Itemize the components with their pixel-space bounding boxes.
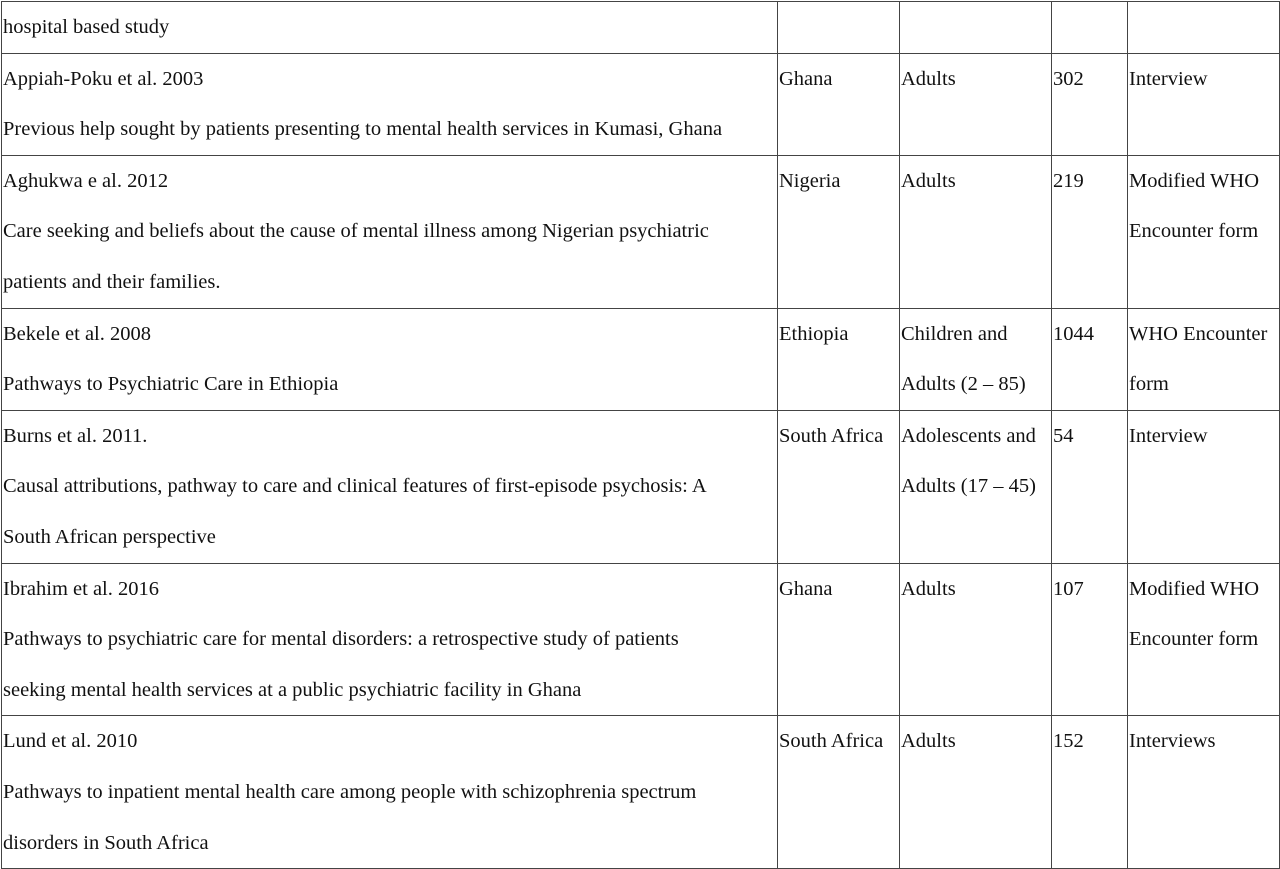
method-cell [1128, 716, 1280, 869]
method-text: Interviews [1129, 730, 1216, 753]
sample-size-cell [1052, 155, 1128, 308]
method-text: WHO Encounter [1129, 322, 1268, 345]
population-cell [900, 53, 1052, 155]
study-cell [2, 308, 778, 410]
sample-size-text: 54 [1053, 424, 1074, 447]
population-text: Adults [901, 730, 956, 753]
sample-size-text: 107 [1053, 577, 1084, 600]
study-cell [2, 563, 778, 716]
table-row [2, 2, 1280, 54]
study-title: patients and their families. [3, 270, 221, 293]
population-cell [900, 410, 1052, 563]
population-text: Adults [901, 67, 956, 90]
study-cell [2, 155, 778, 308]
study-cell [2, 2, 778, 54]
study-citation: Bekele et al. 2008 [3, 322, 152, 345]
method-text: Interview [1129, 424, 1208, 447]
method-text: Modified WHO [1129, 577, 1260, 600]
study-cell [2, 410, 778, 563]
table-row [2, 410, 1280, 563]
population-cell [900, 2, 1052, 54]
method-cell [1128, 155, 1280, 308]
population-text: Adults [901, 169, 956, 192]
table-row [2, 155, 1280, 308]
country-text: Ghana [779, 67, 833, 90]
country-cell [778, 2, 900, 54]
method-cell [1128, 53, 1280, 155]
study-title: Pathways to Psychiatric Care in Ethiopia [3, 373, 339, 396]
population-cell [900, 716, 1052, 869]
sample-size-cell [1052, 53, 1128, 155]
study-citation: Appiah-Poku et al. 2003 [3, 67, 204, 90]
table-row [2, 716, 1280, 869]
method-cell [1128, 308, 1280, 410]
population-text: Adolescents and [901, 424, 1036, 447]
country-text: South Africa [779, 730, 884, 753]
country-cell [778, 155, 900, 308]
study-line: hospital based study [3, 16, 170, 38]
study-cell [2, 716, 778, 869]
population-text: Adults [901, 577, 956, 600]
population-cell [900, 155, 1052, 308]
study-title: Pathways to psychiatric care for mental disorders: a retrospective study of patients [3, 628, 679, 651]
sample-size-cell [1052, 563, 1128, 716]
population-cell [900, 308, 1052, 410]
study-citation: Ibrahim et al. 2016 [3, 577, 159, 600]
sample-size-cell [1052, 716, 1128, 869]
method-cell [1128, 563, 1280, 716]
study-citation: Lund et al. 2010 [3, 730, 138, 753]
table-row [2, 308, 1280, 410]
study-citation: Burns et al. 2011. [3, 424, 148, 447]
study-cell [2, 53, 778, 155]
study-title: Pathways to inpatient mental health care among people with schizophrenia spectrum [3, 780, 697, 803]
studies-table [1, 1, 1280, 869]
study-title: disorders in South Africa [3, 831, 209, 854]
method-text: Modified WHO [1129, 169, 1260, 192]
study-title: South African perspective [3, 525, 216, 548]
study-citation: Aghukwa e al. 2012 [3, 169, 169, 192]
country-cell [778, 716, 900, 869]
country-cell [778, 410, 900, 563]
sample-size-cell [1052, 308, 1128, 410]
method-text: Encounter form [1129, 628, 1259, 651]
sample-size-text: 1044 [1053, 322, 1094, 345]
method-cell [1128, 2, 1280, 54]
sample-size-cell [1052, 410, 1128, 563]
population-text: Children and [901, 322, 1008, 345]
method-text: Interview [1129, 67, 1208, 90]
table-row [2, 53, 1280, 155]
study-title: Causal attributions, pathway to care and clinical features of first-episode psychosis: A [3, 475, 707, 498]
study-title: Care seeking and beliefs about the cause of mental illness among Nigerian psychiatric [3, 220, 709, 243]
study-title: Previous help sought by patients presenting to mental health services in Kumasi, Ghana [3, 118, 723, 141]
sample-size-cell [1052, 2, 1128, 54]
population-cell [900, 563, 1052, 716]
method-cell [1128, 410, 1280, 563]
country-cell [778, 563, 900, 716]
country-text: Ethiopia [779, 322, 849, 345]
method-text: Encounter form [1129, 220, 1259, 243]
study-title: seeking mental health services at a public psychiatric facility in Ghana [3, 678, 582, 701]
country-text: Nigeria [779, 169, 841, 192]
sample-size-text: 152 [1053, 730, 1084, 753]
country-text: South Africa [779, 424, 884, 447]
country-text: Ghana [779, 577, 833, 600]
sample-size-text: 219 [1053, 169, 1084, 192]
sample-size-text: 302 [1053, 67, 1084, 90]
population-text: Adults (2 – 85) [901, 373, 1026, 396]
country-cell [778, 53, 900, 155]
population-text: Adults (17 – 45) [901, 475, 1036, 498]
method-text: form [1129, 373, 1169, 396]
country-cell [778, 308, 900, 410]
table-row [2, 563, 1280, 716]
